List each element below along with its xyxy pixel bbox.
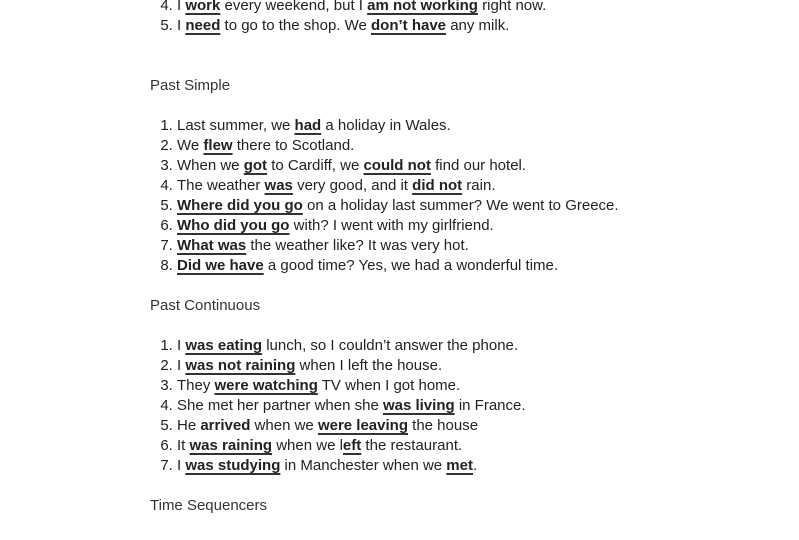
list-item xyxy=(177,376,770,396)
sentence-text: when I left the house. xyxy=(295,357,443,374)
answer-text: had xyxy=(294,117,322,134)
document-body xyxy=(150,0,770,516)
past-continuous-heading: Past Continuous xyxy=(150,297,261,314)
answer-text: am not working xyxy=(367,0,478,14)
sentence-text: to go to the shop. We xyxy=(220,17,372,34)
answer-text: was studying xyxy=(185,457,281,474)
list-item xyxy=(177,16,770,36)
answer-text: did not xyxy=(412,177,463,194)
list-item xyxy=(177,136,770,156)
sentence-text: a holiday in Wales. xyxy=(321,117,451,134)
list-item xyxy=(177,396,770,416)
list-item xyxy=(177,216,770,236)
list-item xyxy=(177,236,770,256)
answer-text: met xyxy=(446,457,473,474)
sentence-text: I xyxy=(177,17,186,34)
past-continuous-list xyxy=(150,336,770,476)
list-item xyxy=(177,436,770,456)
sentence-text: to Cardiff, we xyxy=(267,157,364,174)
sentence-text: in France. xyxy=(454,397,526,414)
answer-text: could not xyxy=(363,157,431,174)
spacer xyxy=(150,316,770,336)
spacer xyxy=(150,36,770,76)
sentence-text: We xyxy=(177,137,204,154)
sentence-text: with? I went with my girlfriend. xyxy=(289,217,494,234)
answer-text: was not raining xyxy=(185,357,296,374)
sentence-text: any milk. xyxy=(446,17,510,34)
sentence-text: when we xyxy=(250,417,318,434)
list-item xyxy=(177,0,770,16)
sentence-text: I xyxy=(177,337,186,354)
sentence-text: right now. xyxy=(477,0,547,14)
answer-text: were watching xyxy=(214,377,318,394)
answer-text: was eating xyxy=(185,337,263,354)
answer-text: flew xyxy=(203,137,233,154)
sentence-text: She met her partner when she xyxy=(177,397,383,414)
sentence-text: in Manchester when we xyxy=(280,457,447,474)
answer-text: don’t have xyxy=(371,17,447,34)
sentence-text: the weather like? It was very hot. xyxy=(246,237,469,254)
sentence-text: When we xyxy=(177,157,244,174)
sentence-text: It xyxy=(177,437,190,454)
list-item xyxy=(177,196,770,216)
answer-text: What was xyxy=(177,237,247,254)
list-item xyxy=(177,336,770,356)
sentence-text: I xyxy=(177,0,186,14)
answer-text: got xyxy=(243,157,268,174)
sentence-text: very good, and it xyxy=(292,177,413,194)
answer-text: were leaving xyxy=(317,417,408,434)
sentence-text: every weekend, but I xyxy=(220,0,368,14)
list-item xyxy=(177,116,770,136)
present-tense-list xyxy=(150,0,770,36)
sentence-text: lunch, so I couldn’t answer the phone. xyxy=(262,337,519,354)
answer-text: Where did you go xyxy=(177,197,303,214)
list-item xyxy=(177,356,770,376)
sentence-text: the restaurant. xyxy=(361,437,463,454)
answer-text: was living xyxy=(382,397,455,414)
answer-text: eft xyxy=(342,437,362,454)
spacer xyxy=(150,476,770,496)
sentence-text: when we l xyxy=(272,437,343,454)
sentence-text: a good time? Yes, we had a wonderful time. xyxy=(263,257,559,274)
list-item xyxy=(177,156,770,176)
sentence-text: there to Scotland. xyxy=(232,137,355,154)
past-simple-heading: Past Simple xyxy=(150,77,231,94)
spacer xyxy=(150,96,770,116)
answer-text: work xyxy=(185,0,221,14)
sentence-text: TV when I got home. xyxy=(317,377,461,394)
answer-text: Who did you go xyxy=(177,217,290,234)
sentence-text: Last summer, we xyxy=(177,117,295,134)
sentence-text: on a holiday last summer? We went to Greece. xyxy=(302,197,619,214)
sentence-text: the house xyxy=(407,417,479,434)
list-item xyxy=(177,256,770,276)
sentence-text: I xyxy=(177,357,186,374)
answer-text: Did we have xyxy=(177,257,264,274)
sentence-text: . xyxy=(472,457,478,474)
answer-text: need xyxy=(185,17,221,34)
sentence-text: The weather xyxy=(177,177,265,194)
list-item xyxy=(177,416,770,436)
sentence-text: rain. xyxy=(462,177,496,194)
list-item xyxy=(177,176,770,196)
sentence-text: I xyxy=(177,457,186,474)
bold-text: arrived xyxy=(200,417,251,434)
sentence-text: He xyxy=(177,417,201,434)
answer-text: was xyxy=(264,177,293,194)
list-item xyxy=(177,456,770,476)
sentence-text: find our hotel. xyxy=(430,157,527,174)
time-sequencers-heading: Time Sequencers xyxy=(150,497,267,514)
spacer xyxy=(150,276,770,296)
past-simple-list xyxy=(150,116,770,276)
sentence-text: They xyxy=(177,377,215,394)
answer-text: was raining xyxy=(189,437,273,454)
